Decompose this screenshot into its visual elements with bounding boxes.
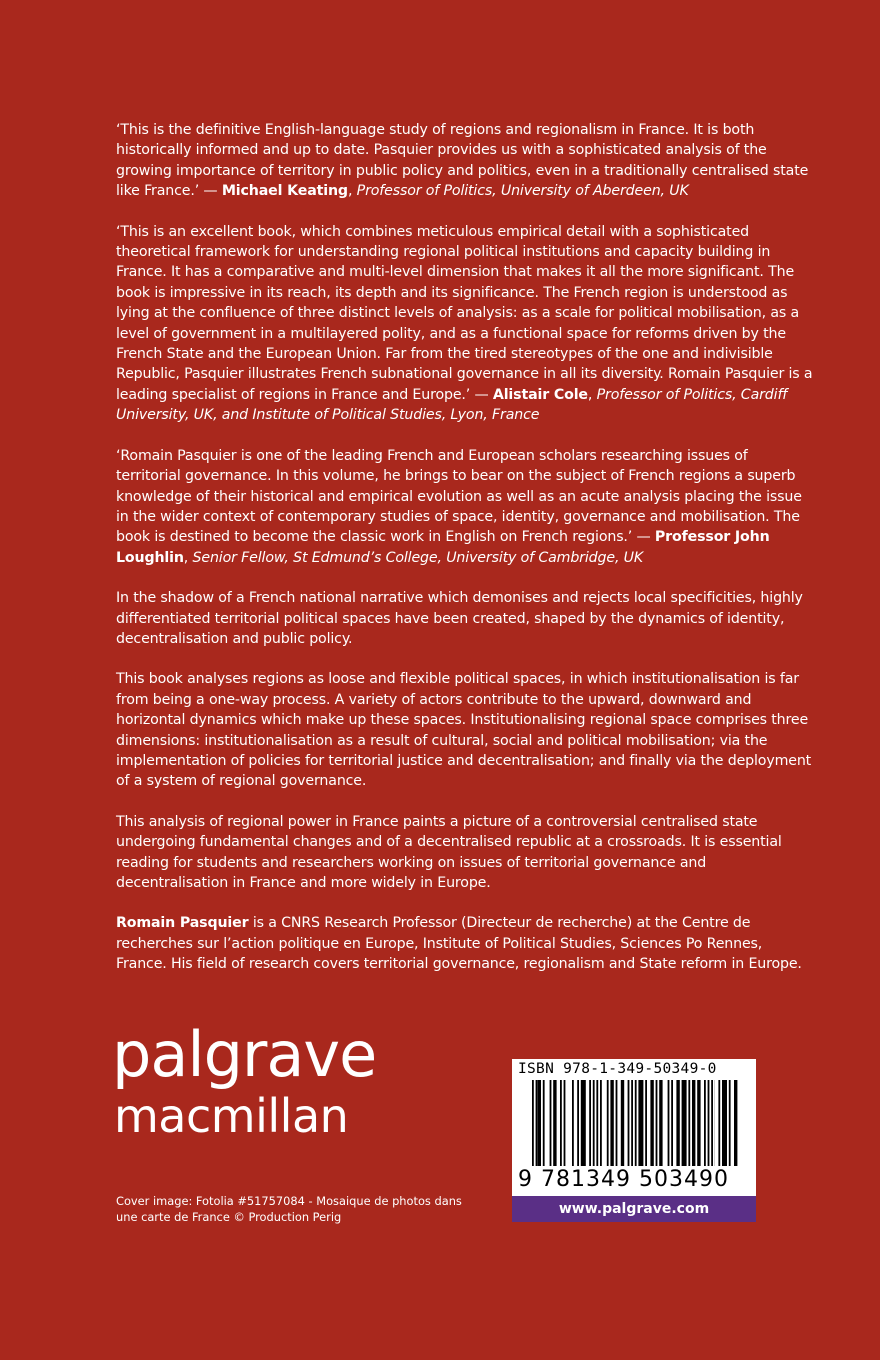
isbn-barcode xyxy=(512,1059,756,1196)
barcode-bar xyxy=(692,1080,695,1166)
description-paragraph: In the shadow of a French national narrative which demonises and rejects local specificities, highly differentiated territorial political spaces have been created, shaped by the dynamics of identity, decentralisation and public policy. xyxy=(116,590,803,647)
barcode-bar xyxy=(676,1080,679,1166)
barcode-bar xyxy=(671,1080,673,1166)
barcode-bar xyxy=(708,1080,710,1166)
blurb-keating: ‘This is the definitive English-language study of regions and regionalism in France. It is both historically informed and up to date. Pasquier provides us with a sophisticated analysis of the growing importance of territory in public policy and politics, even in a traditionally centralised state like France.’ — Michael Keating, Professor of Politics, University of Aberdeen, UK xyxy=(116,122,809,200)
cover-image-credit: Cover image: Fotolia #51757084 - Mosaique de photos dans une carte de France © Production Perig xyxy=(116,1194,462,1224)
barcode-bar xyxy=(589,1080,591,1166)
blurb-author: Professor John Loughlin xyxy=(116,529,770,566)
barcode-bar xyxy=(616,1080,618,1166)
barcode-bar xyxy=(610,1080,613,1166)
barcode-bar xyxy=(564,1080,566,1166)
barcode-bar xyxy=(656,1080,658,1166)
blurb-author: Alistair Cole xyxy=(492,386,588,403)
website-url[interactable]: www.palgrave.com xyxy=(512,1196,756,1222)
barcode-bar xyxy=(596,1080,598,1166)
barcode-bar xyxy=(729,1080,731,1166)
barcode-bar xyxy=(577,1080,579,1166)
barcode-bar xyxy=(631,1080,633,1166)
description-paragraph: This analysis of regional power in France paints a picture of a controversial centralised state undergoing fundamental changes and of a decentralised republic at a crossroads. It is essential reading for students and researchers working on issues of territorial governance and decentralisation in France and more widely in Europe. xyxy=(116,813,782,891)
blurb-cole: ‘This is an excellent book, which combines meticulous empirical detail with a sophisticated theoretical framework for understanding regional political institutions and capacity building in France. It has a comparative and multi-level dimension that makes it all the more significant. The book is impressive in its reach, its depth and its significance. The French region is understood as lying at the confluence of three distinct levels of analysis: as a scale for political mobilisation, as a level of government in a multilayered polity, and as a functional space for reforms driven by the French State and the European Union. Far from the tired stereotypes of the one and indivisible Republic, Pasquier illustrates French subnational governance in all its diversity. Romain Pasquier is a leading specialist of regions in France and Europe.’ — Alistair Cole, Professor of Politics, Cardiff University, UK, and Institute of Political Studies, Lyon, France xyxy=(116,223,813,424)
barcode-bar xyxy=(628,1080,630,1166)
barcode-bar xyxy=(635,1080,637,1166)
barcode-bar xyxy=(560,1080,562,1166)
barcode-bar xyxy=(553,1080,556,1166)
bio-name: Romain Pasquier xyxy=(116,915,249,932)
barcode-bar xyxy=(659,1080,662,1166)
barcode-bar xyxy=(600,1080,602,1166)
barcode-bar xyxy=(668,1080,670,1166)
barcode-bars xyxy=(530,1080,742,1166)
barcode-bar xyxy=(682,1080,687,1166)
barcode-bar xyxy=(688,1080,690,1166)
barcode-bar xyxy=(581,1080,586,1166)
author-bio: Romain Pasquier is a CNRS Research Professor (Directeur de recherche) at the Centre de recherches sur l’action politique en Europe, Institute of Political Studies, Sciences Po Rennes, France. His field of research covers territorial governance, regionalism and State reform in Europe. xyxy=(116,915,802,973)
barcode-bar xyxy=(638,1080,643,1166)
barcode-bar xyxy=(543,1080,545,1166)
barcode-bar xyxy=(734,1080,737,1166)
barcode-bar xyxy=(650,1080,653,1166)
barcode-bar xyxy=(536,1080,538,1166)
barcode-digits: 9 781349 503490 xyxy=(518,1167,729,1192)
blurb-affiliation: Professor of Politics, Cardiff University, UK, and Institute of Political Studies, Lyon, France xyxy=(116,386,788,424)
barcode-bar xyxy=(572,1080,574,1166)
blurb-author: Michael Keating xyxy=(221,183,348,200)
blurb-loughlin: ‘Romain Pasquier is one of the leading French and European scholars researching issues of territorial governance. In this volume, he brings to bear on the subject of French regions a superb knowledge of their historical and empirical evolution as well as an acute analysis placing the issue in the wider context of contemporary studies of space, identity, governance and mobilisation. The book is destined to become the classic work in English on French regions.’ — Professor John Loughlin, Senior Fellow, St Edmund’s College, University of Cambridge, UK xyxy=(116,447,802,566)
barcode-bar xyxy=(718,1080,720,1166)
logo-line-macmillan: macmillan xyxy=(114,1089,349,1143)
barcode-bar xyxy=(704,1080,706,1166)
barcode-bar xyxy=(607,1080,609,1166)
barcode-bar xyxy=(593,1080,595,1166)
barcode-bar xyxy=(538,1080,541,1166)
publisher-logo xyxy=(112,1020,376,1142)
barcode-bar xyxy=(645,1080,647,1166)
back-cover-text xyxy=(116,120,816,995)
barcode-bar xyxy=(711,1080,713,1166)
logo-line-palgrave: palgrave xyxy=(112,1018,377,1091)
barcode-bar xyxy=(621,1080,624,1166)
barcode-bar xyxy=(550,1080,552,1166)
isbn-label: ISBN 978-1-349-50349-0 xyxy=(518,1061,717,1077)
barcode-bar xyxy=(532,1080,534,1166)
description-paragraph: This book analyses regions as loose and flexible political spaces, in which institutionalisation is far from being a one-way process. A variety of actors contribute to the upward, downward and horizontal dynamics which make up these spaces. Institutionalising regional space comprises three dimensions: institutionalisation as a result of cultural, social and political mobilisation; via the implementation of policies for territorial justice and decentralisation; and finally via the deployment of a system of regional governance. xyxy=(116,671,812,790)
barcode-bar xyxy=(697,1080,700,1166)
barcode-bar xyxy=(722,1080,727,1166)
blurb-affiliation: Professor of Politics, University of Aberdeen, UK xyxy=(356,183,689,200)
blurb-affiliation: Senior Fellow, St Edmund’s College, University of Cambridge, UK xyxy=(192,549,644,566)
